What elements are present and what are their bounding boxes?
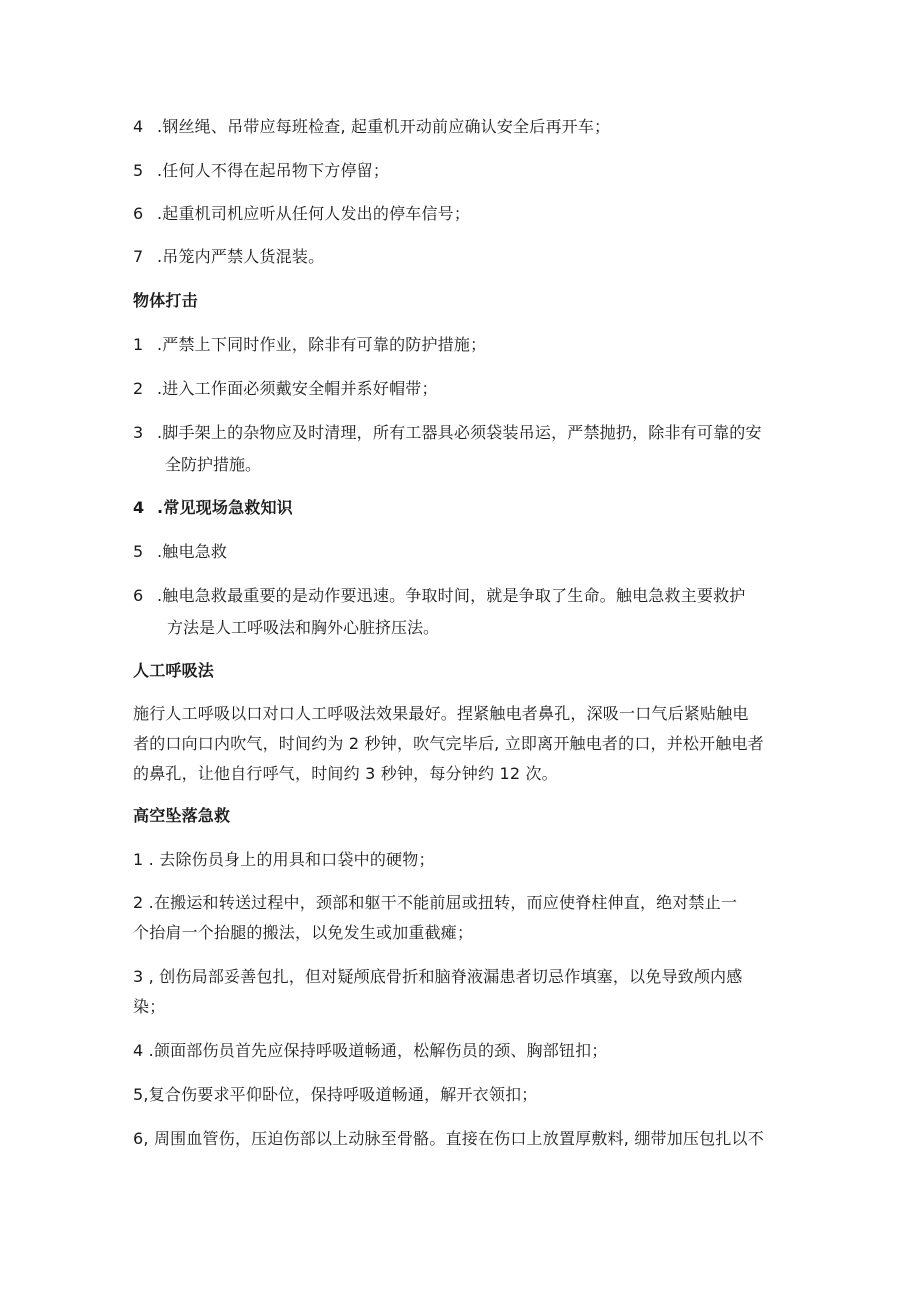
item-text: .触电急救最重要的是动作要迅速。争取时间，就是争取了生命。触电急救主要救护 — [157, 586, 746, 605]
item-text: .钢丝绳、吊带应每班检查, 起重机开动前应确认安全后再开车； — [157, 117, 611, 136]
section-heading-fall: 高空坠落急救 — [133, 806, 231, 825]
list-item — [133, 116, 610, 138]
item-number: 7 — [133, 247, 144, 266]
list-item — [133, 246, 324, 268]
item-text: .脚手架上的杂物应及时清理，所有工器具必须袋装吊运，严禁抛扔，除非有可靠的安 — [157, 423, 762, 442]
list-item — [133, 203, 470, 225]
item-continuation: 个抬肩一个抬腿的搬法，以免发生或加重截瘫； — [133, 923, 474, 942]
list-item: 1 . 去除伤员身上的用具和口袋中的硬物； — [133, 850, 435, 869]
list-item — [133, 378, 438, 400]
item-text: .吊笼内严禁人货混装。 — [157, 247, 325, 266]
section-heading-respiration: 人工呼吸法 — [133, 661, 215, 680]
item-continuation: 全防护措施。 — [165, 455, 262, 474]
item-text: .触电急救 — [157, 542, 228, 561]
item-number: 2 — [133, 379, 144, 398]
list-item — [133, 160, 389, 182]
list-item: 2 .在搬运和转送过程中，颈部和躯干不能前屈或扭转，而应使脊柱伸直，绝对禁止一 — [133, 893, 738, 912]
item-number: 3 — [133, 423, 144, 442]
item-continuation: 方法是人工呼吸法和胸外心脏挤压法。 — [167, 618, 440, 637]
list-item: 6, 周围血管伤，压迫伤部以上动脉至骨骼。直接在伤口上放置厚敷料, 绷带加压包扎以不 — [133, 1129, 764, 1148]
item-number: 1 — [133, 335, 144, 354]
item-number: 6 — [133, 586, 144, 605]
item-continuation: 染； — [133, 997, 166, 1016]
item-number: 4 — [133, 117, 144, 136]
list-item — [133, 497, 293, 519]
item-text: .进入工作面必须戴安全帽并系好帽带； — [157, 379, 438, 398]
item-number: 5 — [133, 542, 144, 561]
list-item — [133, 422, 762, 444]
list-item: 3 , 创伤局部妥善包扎，但对疑颅底骨折和脑脊液漏患者切忌作填塞，以免导致颅内感 — [133, 967, 743, 986]
item-text: .任何人不得在起吊物下方停留； — [157, 161, 390, 180]
item-text: .常见现场急救知识 — [157, 498, 293, 517]
section-heading-strike: 物体打击 — [133, 291, 198, 310]
list-item: 5,复合伤要求平仰卧位，保持呼吸道畅通，解开衣领扣； — [133, 1085, 538, 1104]
list-item — [133, 541, 227, 563]
item-text: .严禁上下同时作业，除非有可靠的防护措施； — [157, 335, 487, 354]
item-number: 5 — [133, 161, 144, 180]
list-item — [133, 334, 486, 356]
list-item: 4 .颌面部伤员首先应保持呼吸道畅通，松解伤员的颈、胸部钮扣； — [133, 1041, 608, 1060]
item-text: .起重机司机应听从任何人发出的停车信号； — [157, 204, 471, 223]
item-number: 6 — [133, 204, 144, 223]
item-number: 4 — [133, 498, 145, 517]
paragraph-line: 的鼻孔，让他自行呼气，时间约 3 秒钟，每分钟约 12 次。 — [133, 764, 558, 783]
paragraph-line: 施行人工呼吸以口对口人工呼吸法效果最好。捏紧触电者鼻孔，深吸一口气后紧贴触电 — [133, 704, 749, 723]
list-item — [133, 585, 746, 607]
paragraph-line: 者的口向口内吹气，时间约为 2 秒钟，吹气完毕后, 立即离开触电者的口，并松开触电者 — [133, 734, 764, 753]
